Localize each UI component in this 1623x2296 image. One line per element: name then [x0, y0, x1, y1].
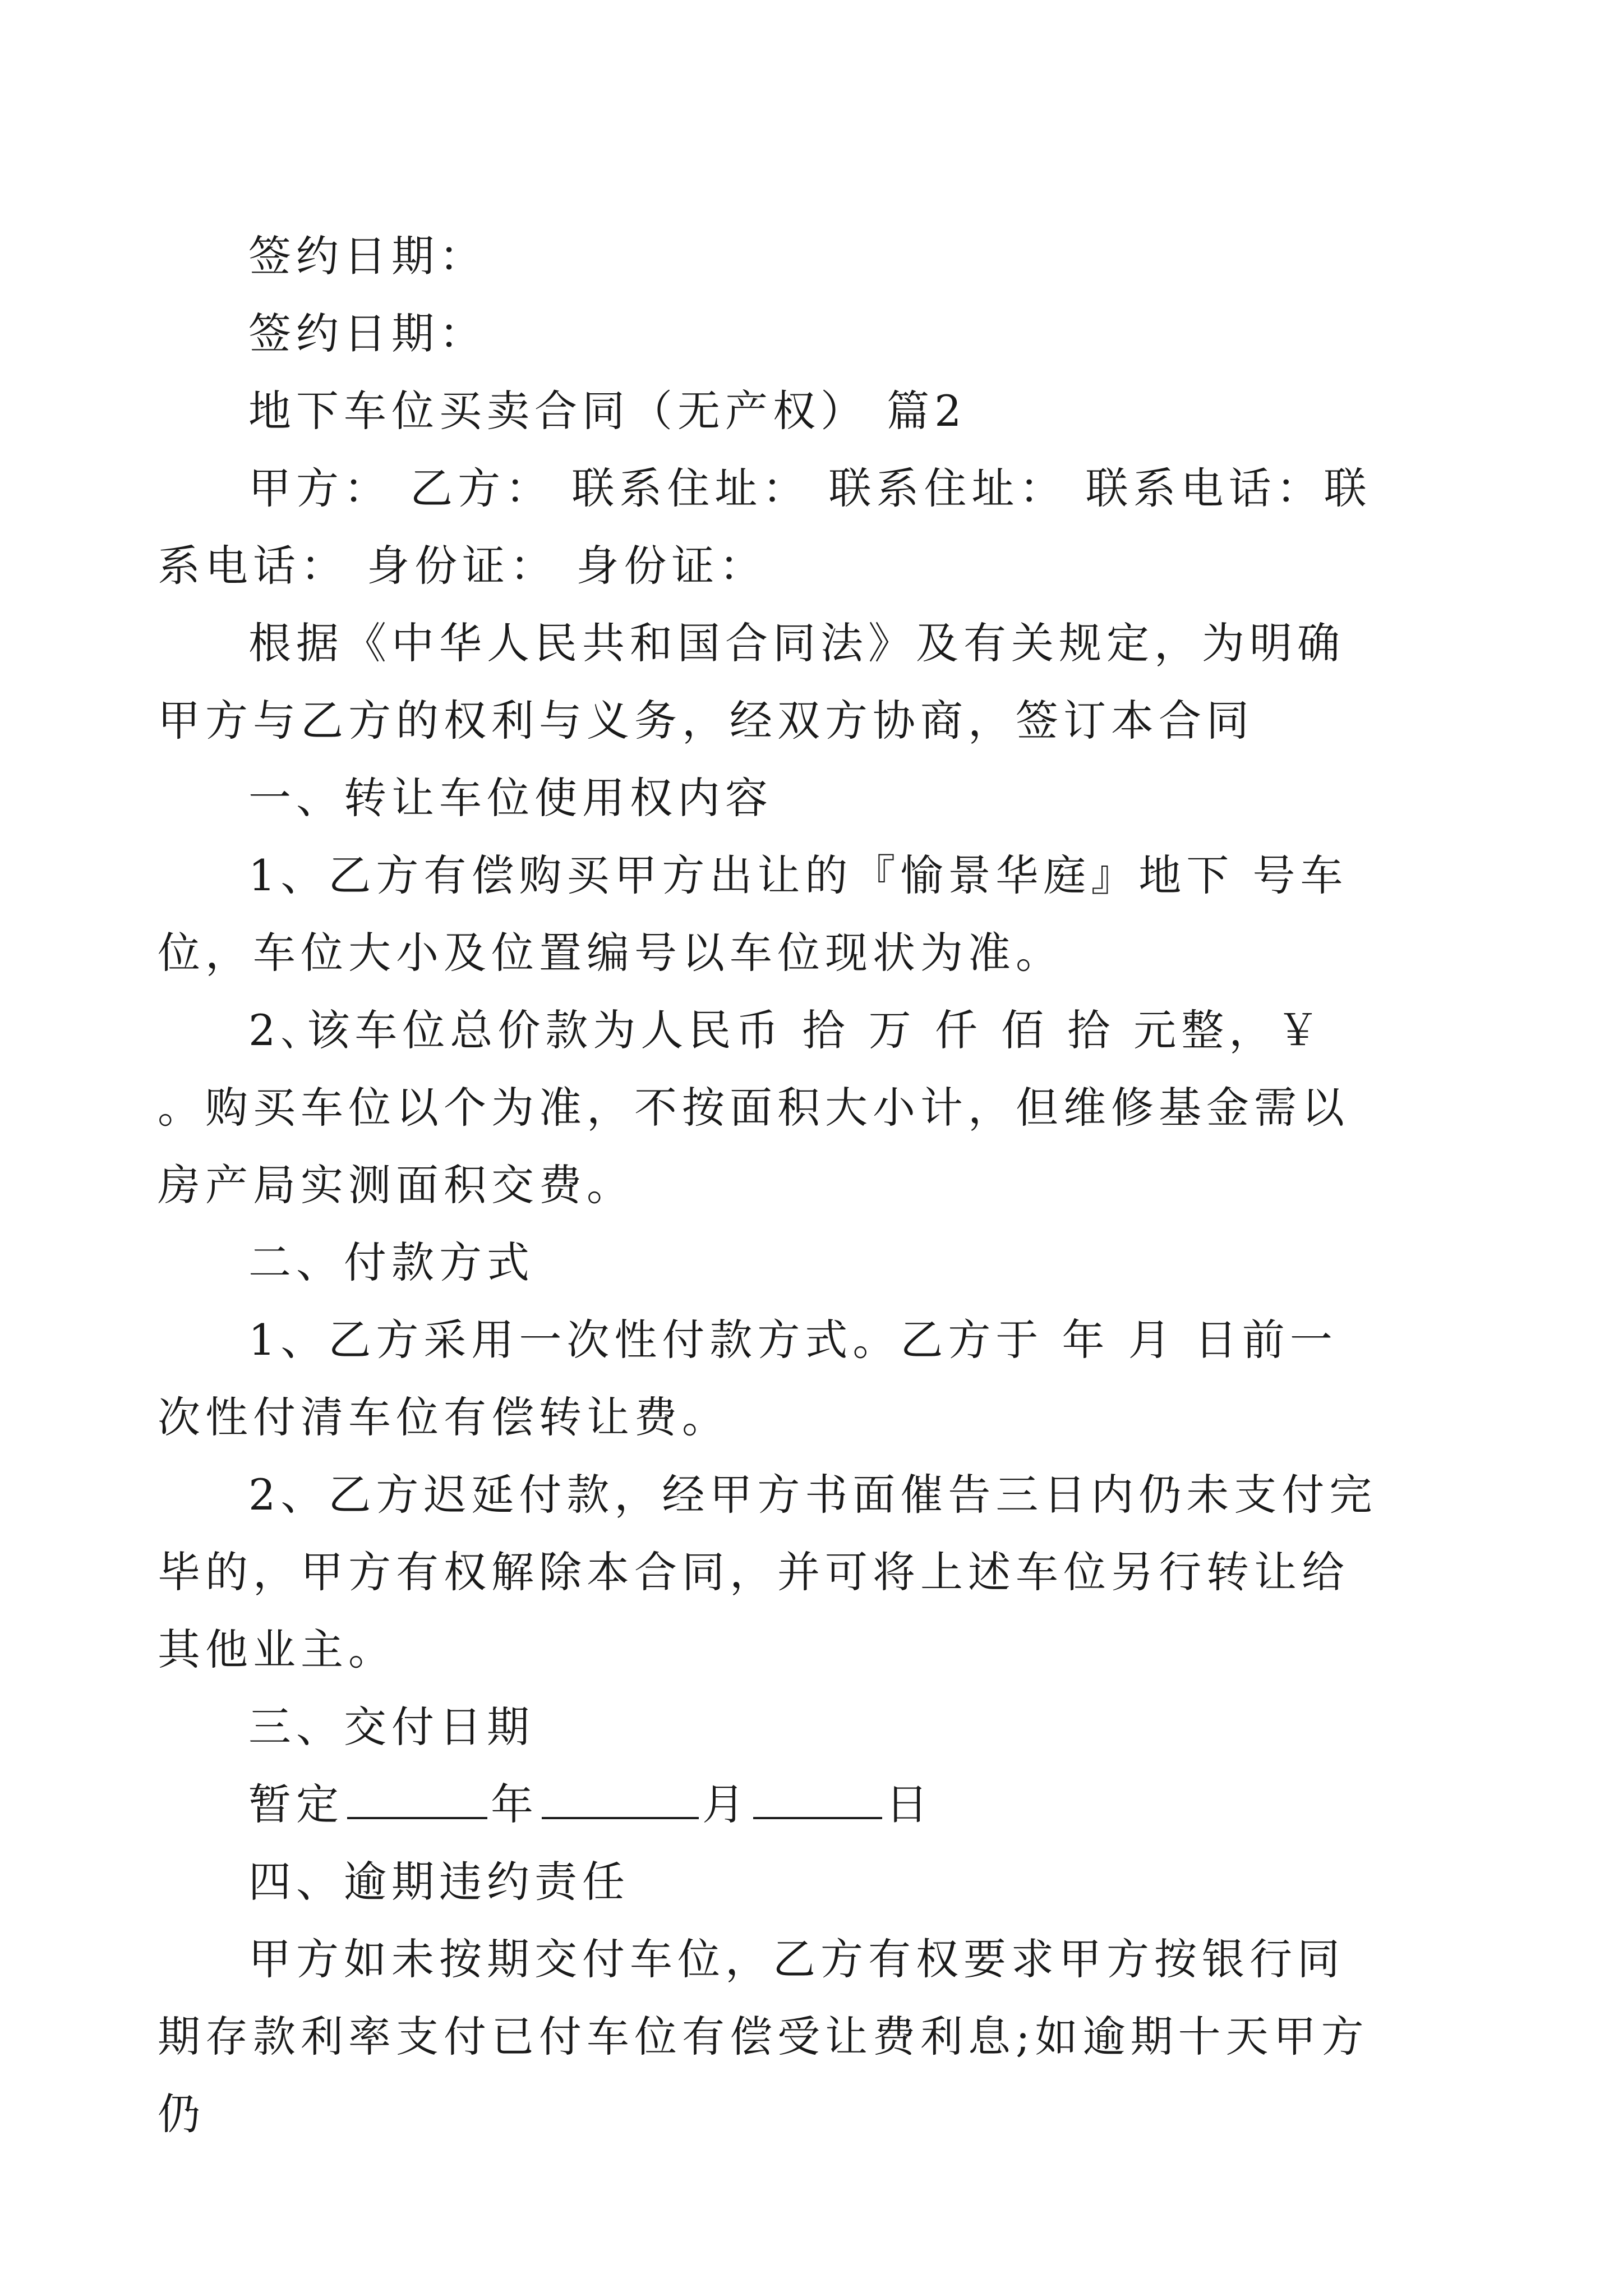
parties-info	[158, 450, 1381, 605]
clause-overdue-text: 甲方如未按期交付车位，乙方有权要求甲方按银行同期存款利率支付已付车位有偿受让费利息;如逾期十天甲方仍	[158, 1934, 1369, 2139]
month-label: 月	[702, 1779, 750, 1829]
month-blank	[542, 1774, 699, 1819]
preamble-paragraph	[158, 605, 1381, 760]
clause-purchase-text: 1、乙方有偿购买甲方出让的『愉景华庭』地下 号车位，车位大小及位置编号以车位现状为准。	[158, 850, 1348, 978]
document-body	[158, 218, 1381, 2153]
clause-price-text: 2､该车位总价款为人民币 拾 万 仟 佰 拾 元整，￥ 。购买车位以个为准，不按面积大小计，但维修基金需以房产局实测面积交费。	[158, 1005, 1349, 1210]
delivery-prefix: 暂定	[248, 1779, 344, 1829]
parties-text: 甲方： 乙方： 联系住址： 联系住址： 联系电话：联系电话： 身份证： 身份证：	[158, 463, 1372, 591]
sign-date-line: 签约日期：	[248, 309, 487, 358]
day-label: 日	[886, 1779, 933, 1829]
heading-transfer-content: 一、转让车位使用权内容	[248, 773, 773, 823]
clause-payment-once-text: 1、乙方采用一次性付款方式。乙方于 年 月 日前一次性付清车位有偿转让费。	[158, 1315, 1338, 1442]
heading-payment: 二、付款方式	[248, 1237, 534, 1287]
year-label: 年	[491, 1779, 538, 1829]
clause-overdue	[158, 1921, 1381, 2153]
section-title: 地下车位买卖合同（无产权） 篇2	[248, 386, 967, 436]
heading-overdue: 四、逾期违约责任	[248, 1857, 630, 1907]
year-blank	[347, 1774, 487, 1819]
clause-price	[158, 992, 1381, 1224]
heading-delivery: 三、交付日期	[248, 1702, 534, 1752]
preamble-text: 根据《中华人民共和国合同法》及有关规定，为明确甲方与乙方的权利与义务，经双方协商，签订本合同	[158, 618, 1345, 746]
clause-late-payment-text: 2、乙方迟延付款，经甲方书面催告三日内仍未支付完毕的，甲方有权解除本合同，并可将上述车位另行转让给其他业主。	[158, 1470, 1377, 1674]
day-blank	[753, 1774, 882, 1819]
sign-date-line: 签约日期：	[248, 231, 487, 281]
clause-late-payment	[158, 1456, 1381, 1688]
clause-payment-once	[158, 1301, 1381, 1456]
clause-purchase	[158, 837, 1381, 992]
delivery-date-line	[248, 1766, 1381, 1843]
